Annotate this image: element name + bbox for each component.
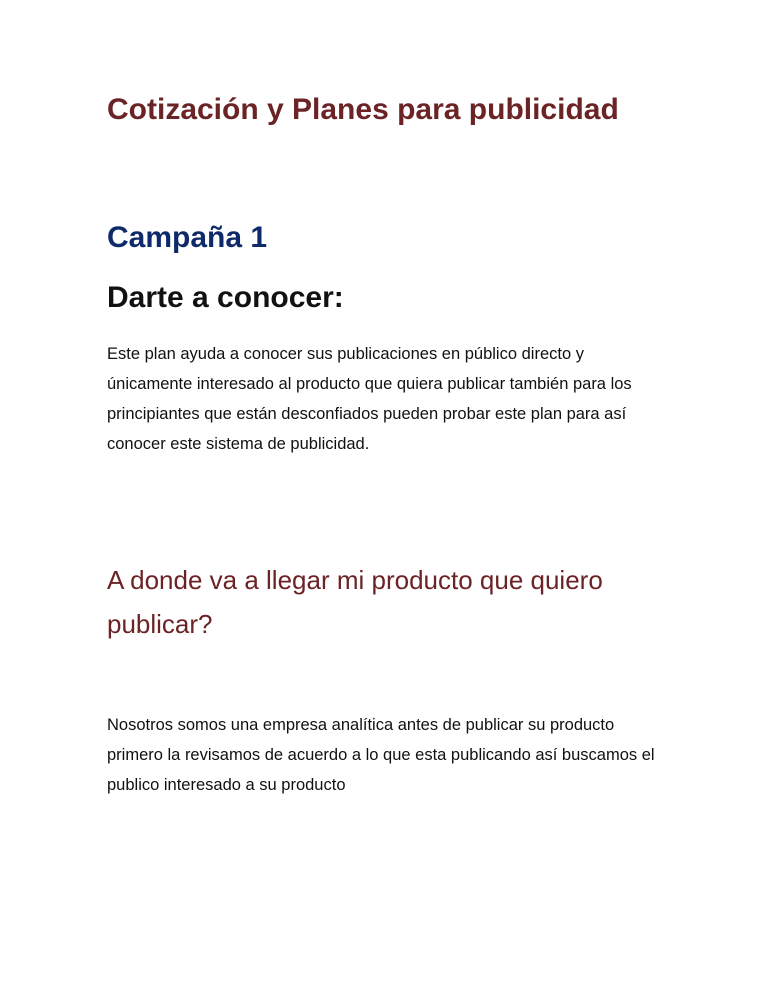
- section-heading: Darte a conocer:: [107, 281, 344, 314]
- question-heading: A donde va a llegar mi producto que quiero publicar?: [107, 565, 603, 639]
- document-title: Cotización y Planes para publicidad: [107, 93, 619, 126]
- campaign-heading: Campaña 1: [107, 221, 268, 254]
- company-description-paragraph: Nosotros somos una empresa analítica antes de publicar su producto primero la revisamos de acuerdo a lo que esta publicando así buscamos el publico interesado a su producto: [107, 716, 655, 794]
- plan-description-paragraph: Este plan ayuda a conocer sus publicaciones en público directo y únicamente interesado al producto que quiera publicar también para los principiantes que están desconfiados pueden probar este plan para así conocer este sistema de publicidad.: [107, 345, 632, 453]
